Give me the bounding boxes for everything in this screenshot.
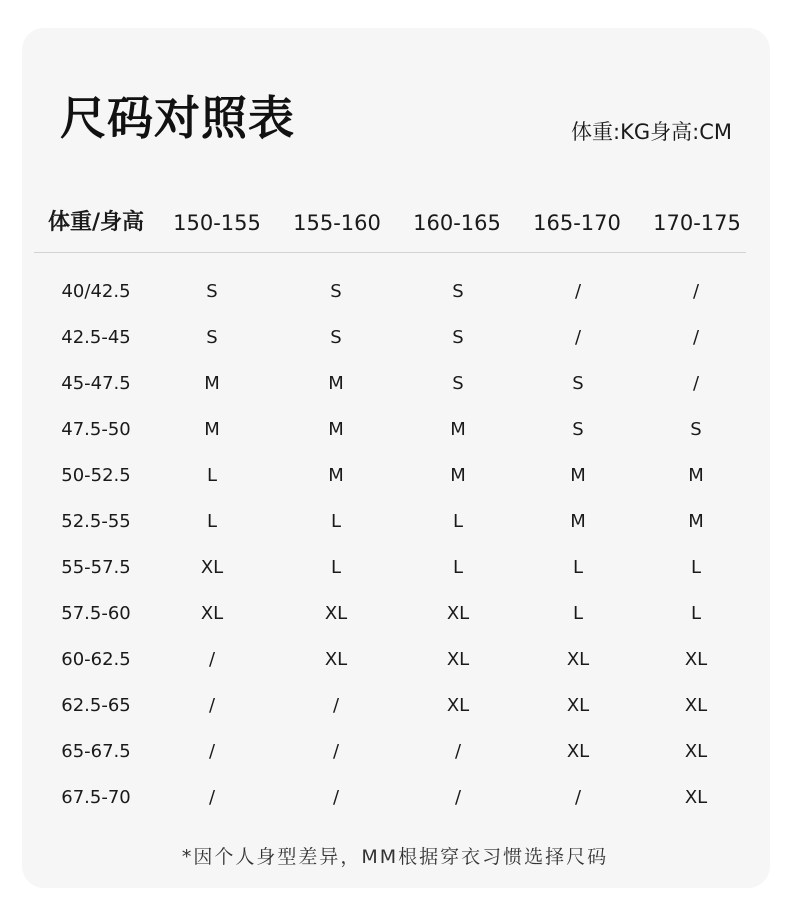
size-cell: / [208, 649, 216, 670]
size-cell: XL [566, 649, 590, 670]
size-cell: / [208, 787, 216, 808]
weight-cell: 40/42.5 [61, 281, 131, 302]
weight-cell: 65-67.5 [61, 741, 131, 762]
size-cell: XL [684, 695, 708, 716]
size-table-body [0, 270, 790, 822]
size-cell: M [450, 419, 466, 440]
weight-cell: 62.5-65 [61, 695, 131, 716]
size-cell: S [452, 281, 464, 302]
size-cell: M [688, 465, 704, 486]
weight-cell: 57.5-60 [61, 603, 131, 624]
size-cell: L [690, 557, 702, 578]
size-cell: XL [684, 649, 708, 670]
table-row [0, 316, 790, 362]
size-cell: / [454, 741, 462, 762]
table-row [0, 270, 790, 316]
size-cell: S [452, 327, 464, 348]
size-cell: S [572, 373, 584, 394]
size-cell: M [450, 465, 466, 486]
size-cell: L [452, 557, 464, 578]
size-cell: XL [684, 741, 708, 762]
size-cell: / [692, 327, 700, 348]
size-cell: XL [200, 603, 224, 624]
table-row [0, 408, 790, 454]
table-row [0, 684, 790, 730]
size-cell: L [206, 465, 218, 486]
height-header: 155-160 [293, 211, 381, 235]
table-header-row [0, 205, 790, 241]
size-cell: XL [446, 695, 470, 716]
size-cell: M [570, 511, 586, 532]
height-header: 150-155 [173, 211, 261, 235]
weight-cell: 45-47.5 [61, 373, 131, 394]
weight-cell: 60-62.5 [61, 649, 131, 670]
size-cell: L [330, 557, 342, 578]
size-cell: S [330, 281, 342, 302]
size-cell: M [328, 373, 344, 394]
unit-label: 体重:KG身高:CM [571, 120, 732, 144]
size-cell: L [452, 511, 464, 532]
weight-cell: 47.5-50 [61, 419, 131, 440]
table-row [0, 776, 790, 822]
size-cell: L [206, 511, 218, 532]
size-cell: M [204, 373, 220, 394]
table-row [0, 454, 790, 500]
size-cell: S [330, 327, 342, 348]
size-cell: M [570, 465, 586, 486]
size-cell: S [572, 419, 584, 440]
weight-cell: 67.5-70 [61, 787, 131, 808]
size-cell: S [206, 327, 218, 348]
size-cell: M [328, 419, 344, 440]
size-cell: L [690, 603, 702, 624]
header-divider [34, 252, 746, 253]
size-cell: M [328, 465, 344, 486]
weight-cell: 55-57.5 [61, 557, 131, 578]
size-cell: S [452, 373, 464, 394]
size-cell: XL [566, 695, 590, 716]
corner-header: 体重/身高 [47, 210, 145, 235]
size-cell: L [572, 603, 584, 624]
size-cell: XL [566, 741, 590, 762]
size-cell: M [204, 419, 220, 440]
height-header: 165-170 [533, 211, 621, 235]
size-cell: / [454, 787, 462, 808]
table-row [0, 638, 790, 684]
size-cell: / [692, 281, 700, 302]
weight-cell: 52.5-55 [61, 511, 131, 532]
size-cell: S [690, 419, 702, 440]
table-row [0, 546, 790, 592]
weight-cell: 42.5-45 [61, 327, 131, 348]
height-header: 160-165 [413, 211, 501, 235]
size-cell: XL [200, 557, 224, 578]
size-cell: XL [684, 787, 708, 808]
size-cell: / [332, 695, 340, 716]
size-cell: / [208, 695, 216, 716]
size-cell: XL [446, 603, 470, 624]
height-header: 170-175 [653, 211, 741, 235]
size-cell: / [574, 787, 582, 808]
size-cell: XL [324, 649, 348, 670]
size-cell: / [574, 327, 582, 348]
table-row [0, 362, 790, 408]
size-cell: / [208, 741, 216, 762]
table-row [0, 592, 790, 638]
size-cell: M [688, 511, 704, 532]
size-cell: XL [446, 649, 470, 670]
size-cell: / [332, 741, 340, 762]
size-cell: L [572, 557, 584, 578]
footnote: *因个人身型差异，MM根据穿衣习惯选择尺码 [181, 846, 609, 868]
size-cell: / [332, 787, 340, 808]
size-cell: L [330, 511, 342, 532]
size-cell: XL [324, 603, 348, 624]
size-cell: S [206, 281, 218, 302]
page-title: 尺码对照表 [60, 91, 295, 145]
table-row [0, 730, 790, 776]
size-cell: / [574, 281, 582, 302]
size-cell: / [692, 373, 700, 394]
table-row [0, 500, 790, 546]
weight-cell: 50-52.5 [61, 465, 131, 486]
